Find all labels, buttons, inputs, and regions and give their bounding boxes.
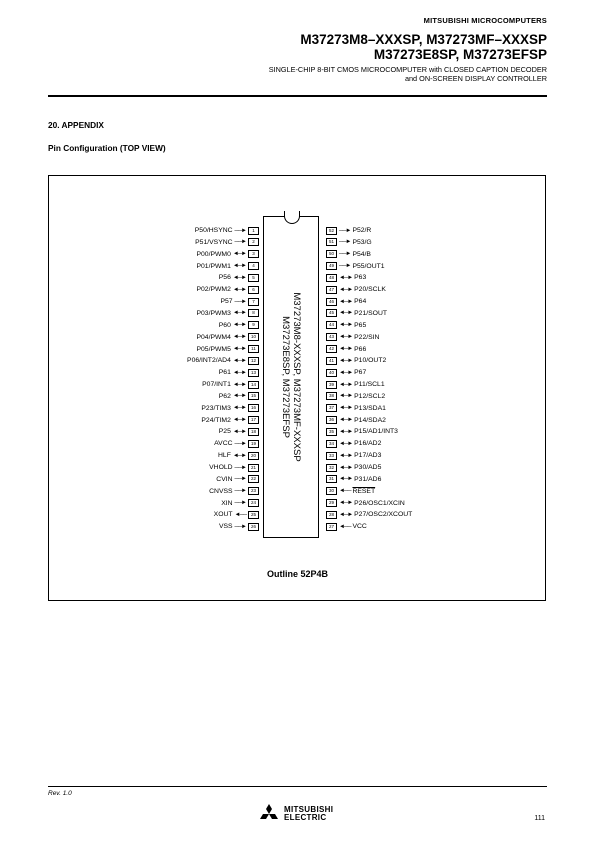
- pin-row: [326, 451, 381, 460]
- pin-direction-arrow-icon: ◄─►: [339, 464, 353, 471]
- pin-number: 50: [326, 250, 337, 258]
- pin-direction-arrow-icon: ◄─►: [232, 428, 246, 435]
- pin-row: [196, 345, 259, 354]
- pin-row: [220, 297, 259, 306]
- pin-row: [326, 226, 371, 235]
- pin-name: P06/INT2/AD4: [187, 357, 231, 365]
- pin-direction-arrow-icon: ◄─►: [232, 369, 246, 376]
- pin-number: 1: [248, 227, 259, 235]
- pin-name: P24/TIM2: [201, 416, 231, 424]
- pin-row: [326, 273, 366, 282]
- pin-direction-arrow-icon: ──►: [339, 239, 351, 246]
- pin-direction-arrow-icon: ◄─►: [232, 310, 246, 317]
- pin-direction-arrow-icon: ──►: [234, 227, 246, 234]
- pin-number: 21: [248, 464, 259, 472]
- pin-number: 23: [248, 487, 259, 495]
- pin-row: [326, 262, 385, 271]
- pin-number: 2: [248, 238, 259, 246]
- pin-name: P62: [218, 392, 231, 400]
- pin-direction-arrow-icon: ◄─►: [339, 428, 353, 435]
- pin-name: P27/OSC2/XCOUT: [354, 511, 413, 519]
- pin-name: VHOLD: [209, 464, 233, 471]
- pin-row: [326, 309, 387, 318]
- pin-number: 36: [326, 416, 337, 424]
- pin-direction-arrow-icon: ◄─►: [339, 452, 353, 459]
- pin-row: [326, 250, 371, 259]
- pin-number: 16: [248, 404, 259, 412]
- pin-number: 17: [248, 416, 259, 424]
- pin-name: P22/SIN: [354, 333, 380, 341]
- pin-direction-arrow-icon: ◄─►: [232, 274, 246, 281]
- header-title-line2: M37273E8SP, M37273EFSP: [373, 47, 547, 62]
- pin-name: P67: [354, 369, 367, 377]
- pin-name: P61: [218, 369, 231, 377]
- pin-number: 4: [248, 262, 259, 270]
- pin-direction-arrow-icon: ◄─►: [339, 417, 353, 424]
- pin-name: P12/SCL2: [354, 392, 386, 400]
- pin-row: [326, 392, 385, 401]
- pin-row: [219, 427, 259, 436]
- pin-row: [326, 345, 366, 354]
- pin-number: 37: [326, 404, 337, 412]
- pin-name: RESET: [352, 487, 376, 495]
- pin-name: P60: [218, 321, 231, 329]
- pin-number: 5: [248, 274, 259, 282]
- pin-row: [216, 475, 259, 484]
- pin-number: 42: [326, 345, 337, 353]
- pin-number: 20: [248, 452, 259, 460]
- pin-direction-arrow-icon: ──►: [234, 476, 246, 483]
- pin-name: XOUT: [213, 511, 233, 519]
- pin-name: P52/R: [352, 227, 372, 234]
- pin-name: P13/SDA1: [354, 404, 386, 412]
- pin-direction-arrow-icon: ◄─►: [232, 417, 246, 424]
- pin-row: [218, 451, 259, 460]
- pin-name: P54/B: [352, 250, 371, 258]
- pin-name: P05/PWM5: [196, 345, 231, 353]
- pin-row: [187, 356, 259, 365]
- pin-row: [195, 226, 259, 235]
- pin-name: P17/AD3: [354, 452, 382, 460]
- pin-name: P30/AD5: [354, 464, 382, 471]
- pin-row: [326, 510, 412, 519]
- header-title-line1: M37273M8–XXXSP, M37273MF–XXXSP: [300, 32, 547, 47]
- pin-direction-arrow-icon: ◄─►: [339, 274, 353, 281]
- pin-direction-arrow-icon: ◄─►: [232, 357, 246, 364]
- pin-number: 15: [248, 392, 259, 400]
- pin-row: [196, 333, 259, 342]
- pin-row: [326, 380, 385, 389]
- footer-rule: [48, 786, 547, 787]
- pin-row: [209, 463, 259, 472]
- pin-name: VSS: [218, 523, 233, 531]
- pin-number: 10: [248, 333, 259, 341]
- chip-label-line1: M37273M8-XXXSP, M37273MF-XXXSP: [291, 292, 302, 462]
- pin-direction-arrow-icon: ◄─►: [232, 393, 246, 400]
- pin-number: 43: [326, 333, 337, 341]
- pin-row: [196, 285, 259, 294]
- pin-number: 46: [326, 298, 337, 306]
- pin-row: [219, 392, 259, 401]
- pin-direction-arrow-icon: ◄─►: [339, 381, 353, 388]
- pin-row: [196, 309, 259, 318]
- pin-row: [219, 368, 259, 377]
- pin-name: P21/SOUT: [354, 309, 388, 317]
- pin-name: XIN: [221, 499, 233, 507]
- pin-number: 52: [326, 227, 337, 235]
- pin-direction-arrow-icon: ◄─►: [232, 346, 246, 352]
- pin-row: [326, 321, 366, 330]
- pin-name: P64: [354, 298, 367, 306]
- logo-line2: ELECTRIC: [284, 813, 327, 822]
- pin-number: 40: [326, 369, 337, 377]
- pin-direction-arrow-icon: ◄─►: [339, 393, 353, 400]
- pin-direction-arrow-icon: ──►: [234, 523, 246, 530]
- pin-name: P02/PWM2: [196, 286, 231, 294]
- outline-label: Outline 52P4B: [266, 569, 329, 579]
- pin-name: P26/OSC1/XCIN: [354, 499, 405, 507]
- pin-name: P00/PWM0: [196, 250, 231, 258]
- pin-direction-arrow-icon: ◄─►: [232, 322, 246, 329]
- pin-name: VCC: [352, 523, 367, 531]
- pin-number: 31: [326, 475, 337, 483]
- pin-direction-arrow-icon: ◄─►: [232, 251, 246, 258]
- mitsubishi-logo: [258, 804, 333, 824]
- pin-direction-arrow-icon: ◄─►: [339, 405, 353, 412]
- pin-number: 27: [326, 523, 337, 531]
- pin-name: P10/OUT2: [354, 357, 387, 365]
- pin-name: P53/G: [352, 238, 372, 246]
- chip-label-line2: M37273E8SP, M37273EFSP: [280, 316, 291, 438]
- pin-name: P50/HSYNC: [194, 227, 233, 234]
- pin-number: 39: [326, 381, 337, 389]
- pin-row: [326, 427, 398, 436]
- pin-number: 48: [326, 274, 337, 282]
- pin-direction-arrow-icon: ──►: [339, 227, 351, 234]
- header-subtitle-line2: and ON-SCREEN DISPLAY CONTROLLER: [404, 74, 547, 83]
- pin-name: P01/PWM1: [196, 262, 231, 270]
- pin-number: 33: [326, 452, 337, 460]
- pin-direction-arrow-icon: ◄─►: [339, 476, 353, 483]
- section-heading: 20. APPENDIX: [48, 120, 104, 130]
- pin-direction-arrow-icon: ◄─►: [339, 334, 353, 341]
- pin-row: [195, 238, 259, 247]
- pin-direction-arrow-icon: ◄─►: [339, 286, 353, 293]
- pin-name: P15/AD1/INT3: [354, 428, 398, 436]
- pin-name: P20/SCLK: [354, 286, 386, 294]
- pin-name: P23/TIM3: [201, 404, 231, 412]
- pin-number: 9: [248, 321, 259, 329]
- pin-name: P04/PWM4: [196, 333, 231, 341]
- pin-direction-arrow-icon: ◄─►: [339, 369, 353, 376]
- pin-direction-arrow-icon: ◄─►: [232, 263, 246, 270]
- pin-number: 38: [326, 392, 337, 400]
- pin-direction-arrow-icon: ◄─►: [232, 381, 246, 388]
- pin-row: [219, 522, 259, 531]
- pin-name: P11/SCL1: [354, 381, 385, 389]
- pin-direction-arrow-icon: ◄─►: [339, 322, 353, 329]
- pin-direction-arrow-icon: ◄─►: [339, 511, 353, 518]
- pin-row: [326, 499, 405, 508]
- pin-direction-arrow-icon: ──►: [234, 488, 246, 495]
- pin-row: [196, 262, 259, 271]
- pin-number: 13: [248, 369, 259, 377]
- pin-direction-arrow-icon: ──►: [339, 251, 351, 258]
- pin-row: [326, 522, 367, 531]
- revision-label: Rev. 1.0: [48, 790, 72, 797]
- pin-name: CVIN: [216, 475, 233, 483]
- section-subheading: Pin Configuration (TOP VIEW): [48, 143, 166, 153]
- pin-row: [326, 297, 366, 306]
- pin-name: AVCC: [214, 440, 233, 448]
- pin-name: P57: [220, 298, 233, 306]
- pin-row: [326, 368, 366, 377]
- pin-name: P25: [218, 428, 231, 436]
- pin-number: 32: [326, 464, 337, 472]
- pin-row: [326, 463, 381, 472]
- pin-direction-arrow-icon: ◄─►: [339, 298, 353, 305]
- pin-number: 47: [326, 286, 337, 294]
- three-diamonds-icon: [258, 804, 280, 824]
- pin-number: 8: [248, 309, 259, 317]
- pin-direction-arrow-icon: ◄─►: [232, 452, 246, 459]
- pin-direction-arrow-icon: ◄─►: [232, 286, 246, 293]
- pin-row: [196, 250, 259, 259]
- pin-direction-arrow-icon: ──►: [234, 440, 246, 447]
- pin-number: 3: [248, 250, 259, 258]
- pin-direction-arrow-icon: ◄─►: [232, 405, 246, 412]
- pin-name: P16/AD2: [354, 440, 382, 448]
- logo-line1: MITSUBISHI: [284, 805, 334, 814]
- pin-direction-arrow-icon: ◄─►: [339, 357, 353, 364]
- pin-name: P03/PWM3: [196, 309, 231, 317]
- pin-row: [326, 356, 386, 365]
- pin-name: P56: [218, 274, 231, 282]
- pin-direction-arrow-icon: ◄──: [339, 523, 351, 530]
- pin-number: 6: [248, 286, 259, 294]
- pin-name: P14/SDA2: [354, 416, 386, 424]
- chip-part-label: [280, 292, 302, 461]
- pin-name: HLF: [218, 452, 231, 460]
- pin-name: P07/INT1: [202, 381, 231, 389]
- pin-name: P31/AD6: [354, 475, 382, 483]
- pin-number: 49: [326, 262, 337, 270]
- pin-direction-arrow-icon: ──►: [339, 263, 351, 270]
- pin-number: 24: [248, 499, 259, 507]
- pin-number: 26: [248, 523, 259, 531]
- pin-name: CNVSS: [209, 487, 233, 495]
- pin-row: [326, 285, 386, 294]
- pin-row: [209, 487, 259, 496]
- pin-direction-arrow-icon: ──►: [234, 500, 246, 507]
- pin-row: [326, 475, 381, 484]
- pin-number: 30: [326, 487, 337, 495]
- header-rule: [48, 95, 547, 97]
- header-brand: MITSUBISHI MICROCOMPUTERS: [423, 16, 547, 25]
- pin-direction-arrow-icon: ◄─►: [339, 346, 353, 352]
- pin-number: 22: [248, 475, 259, 483]
- pin-row: [326, 439, 381, 448]
- pin-row: [202, 380, 259, 389]
- pin-number: 34: [326, 440, 337, 448]
- pin-number: 51: [326, 238, 337, 246]
- pin-name: P66: [354, 345, 367, 353]
- pin-name: P51/VSYNC: [195, 238, 233, 246]
- pin-row: [326, 333, 379, 342]
- pin-row: [219, 321, 259, 330]
- pin-row: [326, 416, 386, 425]
- pin-direction-arrow-icon: ◄──: [339, 488, 351, 495]
- pin-number: 35: [326, 428, 337, 436]
- pin-number: 41: [326, 357, 337, 365]
- pin-direction-arrow-icon: ──►: [234, 464, 246, 471]
- pin-direction-arrow-icon: ──►: [234, 239, 246, 246]
- pin-number: 14: [248, 381, 259, 389]
- pin-row: [214, 510, 259, 519]
- pin-number: 45: [326, 309, 337, 317]
- pin-number: 25: [248, 511, 259, 519]
- page-number: 111: [534, 815, 545, 822]
- pin-row: [201, 416, 259, 425]
- pin-number: 12: [248, 357, 259, 365]
- pin-direction-arrow-icon: ◄─►: [339, 440, 353, 447]
- pin-row: [214, 439, 259, 448]
- pin-direction-arrow-icon: ◄─►: [339, 310, 353, 317]
- pin-direction-arrow-icon: ──►: [234, 298, 246, 305]
- pin-row: [326, 487, 375, 496]
- pin-direction-arrow-icon: ◄─►: [232, 334, 246, 341]
- pin-number: 11: [248, 345, 259, 353]
- pin-row: [326, 238, 372, 247]
- pin-number: 18: [248, 428, 259, 436]
- pin-direction-arrow-icon: ◄──: [234, 511, 246, 518]
- pin-name: P55/OUT1: [352, 262, 385, 270]
- header-subtitle-line1: SINGLE-CHIP 8-BIT CMOS MICROCOMPUTER with CLOSED CAPTION DECODER: [268, 65, 547, 74]
- pin-row: [201, 404, 259, 413]
- pin-number: 28: [326, 511, 337, 519]
- pin-name: P63: [354, 274, 367, 282]
- pin-number: 44: [326, 321, 337, 329]
- pin-number: 29: [326, 499, 337, 507]
- pin-name: P65: [354, 321, 367, 329]
- pin-row: [221, 499, 259, 508]
- pin-direction-arrow-icon: ◄─►: [339, 500, 353, 507]
- pin-number: 19: [248, 440, 259, 448]
- pin-number: 7: [248, 298, 259, 306]
- pin-row: [219, 273, 259, 282]
- pin-row: [326, 404, 386, 413]
